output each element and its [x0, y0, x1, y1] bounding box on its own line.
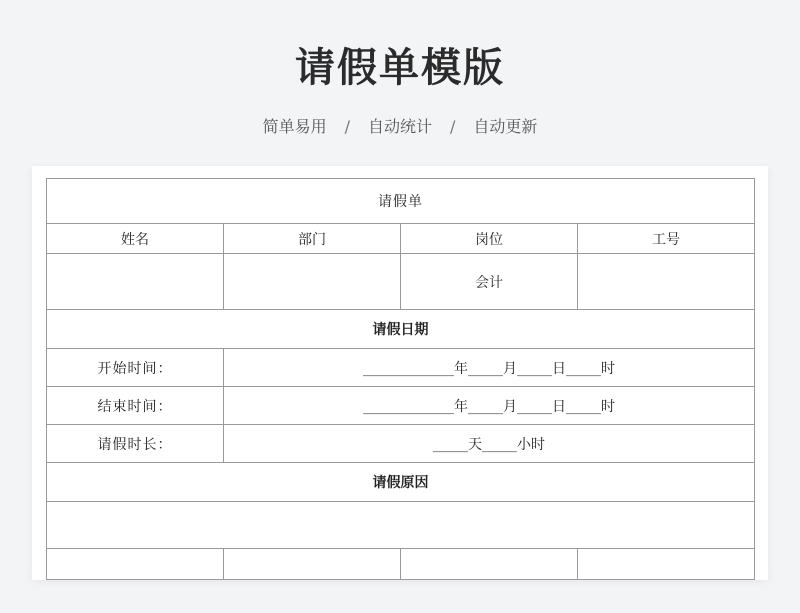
end-time-row — [47, 387, 755, 425]
value-name[interactable] — [47, 254, 224, 310]
duration-value[interactable]: _____天_____小时 — [224, 425, 755, 463]
duration-row — [47, 425, 755, 463]
duration-label: 请假时长： — [47, 425, 224, 463]
cutoff-cell — [224, 549, 401, 580]
reason-value[interactable] — [47, 502, 755, 549]
form-title-row — [47, 179, 755, 224]
value-employee-id[interactable] — [578, 254, 755, 310]
value-department[interactable] — [224, 254, 401, 310]
start-time-label: 开始时间： — [47, 349, 224, 387]
cutoff-cell — [47, 549, 224, 580]
feature-tags — [0, 114, 800, 137]
date-section-title: 请假日期 — [47, 310, 755, 349]
cutoff-row — [47, 549, 755, 580]
cutoff-cell — [578, 549, 755, 580]
header-department: 部门 — [224, 224, 401, 254]
leave-form-table — [46, 178, 755, 580]
end-time-label: 结束时间： — [47, 387, 224, 425]
header-name: 姓名 — [47, 224, 224, 254]
page-title: 请假单模版 — [295, 45, 505, 91]
header-employee-id: 工号 — [578, 224, 755, 254]
tag-separator: / — [344, 117, 350, 136]
date-section-row — [47, 310, 755, 349]
reason-row — [47, 502, 755, 549]
tag-auto-update: 自动更新 — [473, 117, 538, 136]
header-position: 岗位 — [401, 224, 578, 254]
start-time-row — [47, 349, 755, 387]
reason-section-title: 请假原因 — [47, 463, 755, 502]
end-time-value[interactable]: _____________年_____月_____日_____时 — [224, 387, 755, 425]
cutoff-cell — [401, 549, 578, 580]
tag-separator: / — [450, 117, 456, 136]
tag-easy: 简单易用 — [262, 117, 327, 136]
values-row — [47, 254, 755, 310]
form-preview-card — [32, 166, 768, 580]
header-row — [47, 224, 755, 254]
value-position[interactable]: 会计 — [401, 254, 578, 310]
tag-auto-stats: 自动统计 — [367, 117, 432, 136]
start-time-value[interactable]: _____________年_____月_____日_____时 — [224, 349, 755, 387]
reason-section-row — [47, 463, 755, 502]
form-title: 请假单 — [47, 179, 755, 224]
